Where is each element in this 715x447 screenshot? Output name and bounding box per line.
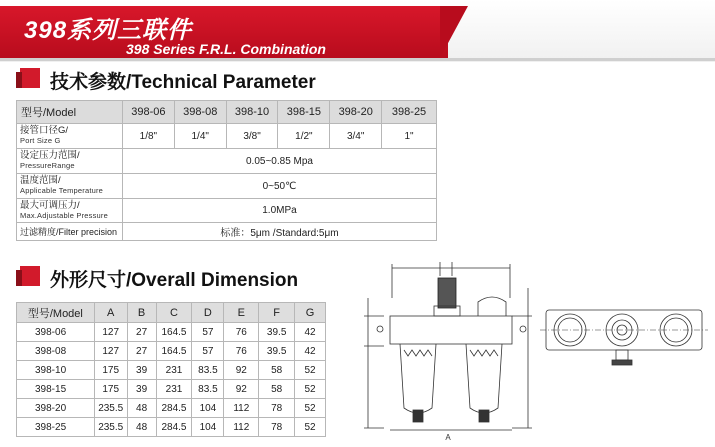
gauge-cap (438, 278, 456, 308)
table-row (17, 323, 326, 342)
banner-slant (440, 6, 468, 58)
dim-value-cell: 92 (224, 361, 259, 380)
port-size-label (17, 124, 123, 149)
dim-value-cell: 52 (295, 380, 326, 399)
dim-value-cell: 231 (156, 361, 192, 380)
dim-model-cell: 398-08 (17, 342, 95, 361)
dim-header-e: E (224, 303, 259, 323)
dim-header-c: C (156, 303, 192, 323)
dim-value-cell: 76 (224, 323, 259, 342)
heading-square-icon (20, 266, 40, 286)
banner-title-cn: 398系列三联件 (24, 17, 193, 44)
temperature-value: 0~50℃ (122, 174, 436, 199)
dim-header-d: D (192, 303, 224, 323)
dim-value-cell: 235.5 (94, 418, 127, 437)
bowl-ribs (404, 350, 432, 356)
regulator-knob (478, 297, 506, 316)
technical-heading-text: 技术参数/Technical Parameter (50, 72, 316, 93)
dim-model-cell: 398-15 (17, 380, 95, 399)
dim-value-cell: 78 (259, 399, 295, 418)
port-size-cell: 1/8" (122, 124, 174, 149)
gauge-foot (612, 360, 632, 365)
table-row (17, 342, 326, 361)
dimension-label-a: A (445, 433, 451, 442)
dim-value-cell: 164.5 (156, 342, 192, 361)
model-cell: 398-06 (122, 101, 174, 124)
dimension-table (16, 302, 326, 437)
port-size-cell: 3/4" (330, 124, 382, 149)
dim-value-cell: 235.5 (94, 399, 127, 418)
port-size-cell: 1/4" (174, 124, 226, 149)
dim-value-cell: 76 (224, 342, 259, 361)
dim-value-cell: 48 (127, 399, 156, 418)
dim-model-cell: 398-06 (17, 323, 95, 342)
bowl-ribs (470, 350, 498, 356)
model-cell: 398-25 (382, 101, 437, 124)
pressure-range-label (17, 149, 123, 174)
port-size-cell: 1" (382, 124, 437, 149)
dim-value-cell: 83.5 (192, 361, 224, 380)
dim-value-cell: 58 (259, 380, 295, 399)
dim-value-cell: 78 (259, 418, 295, 437)
table-row (17, 149, 437, 174)
dim-model-cell: 398-20 (17, 399, 95, 418)
model-cell: 398-20 (330, 101, 382, 124)
port-circle (520, 326, 526, 332)
dim-model-cell: 398-25 (17, 418, 95, 437)
port-size-cell: 3/8" (226, 124, 278, 149)
model-header: 型号/Model (17, 101, 123, 124)
heading-square-icon (20, 68, 40, 88)
dim-value-cell: 127 (94, 323, 127, 342)
max-pressure-value: 1.0MPa (122, 199, 436, 223)
dim-value-cell: 284.5 (156, 418, 192, 437)
table-header-row (17, 303, 326, 323)
banner-shadow (0, 58, 715, 61)
filter-precision-value: 标准：5μm /Standard:5μm (122, 223, 436, 241)
manifold-body (390, 316, 512, 344)
top-view-body (546, 310, 702, 350)
dim-value-cell: 92 (224, 380, 259, 399)
dim-value-cell: 52 (295, 361, 326, 380)
dim-value-cell: 112 (224, 399, 259, 418)
port-circle (377, 326, 383, 332)
dimension-heading-text: 外形尺寸/Overall Dimension (50, 270, 299, 291)
technical-parameter-table (16, 100, 437, 241)
dim-value-cell: 39.5 (259, 342, 295, 361)
dim-value-cell: 112 (224, 418, 259, 437)
table-row (17, 418, 326, 437)
model-cell: 398-10 (226, 101, 278, 124)
table-header-row (17, 101, 437, 124)
pressure-range-label-en: PressureRange (20, 161, 75, 170)
temperature-label (17, 174, 123, 199)
model-cell: 398-15 (278, 101, 330, 124)
port-size-label-cn: 接管口径G/ (20, 125, 69, 136)
dim-value-cell: 27 (127, 342, 156, 361)
dim-value-cell: 164.5 (156, 323, 192, 342)
table-row (17, 174, 437, 199)
table-row (17, 361, 326, 380)
dim-value-cell: 42 (295, 342, 326, 361)
table-row (17, 223, 437, 241)
table-row (17, 199, 437, 223)
front-view-drawing (360, 258, 545, 443)
top-view-drawing (540, 300, 710, 375)
dim-value-cell: 48 (127, 418, 156, 437)
max-pressure-label-en: Max.Adjustable Pressure (20, 210, 108, 220)
pressure-range-label-cn: 设定压力范围/ (20, 150, 80, 161)
dim-value-cell: 58 (259, 361, 295, 380)
drain-valve (479, 410, 489, 422)
dim-header-b: B (127, 303, 156, 323)
dim-value-cell: 104 (192, 418, 224, 437)
dim-value-cell: 52 (295, 418, 326, 437)
dim-value-cell: 104 (192, 399, 224, 418)
temperature-label-en: Applicable Temperature (20, 186, 104, 195)
dim-value-cell: 231 (156, 380, 192, 399)
dim-header-f: F (259, 303, 295, 323)
dim-value-cell: 83.5 (192, 380, 224, 399)
table-row (17, 124, 437, 149)
dimension-table-body (17, 323, 326, 437)
dim-value-cell: 39.5 (259, 323, 295, 342)
dim-model-cell: 398-10 (17, 361, 95, 380)
header-banner (0, 0, 715, 62)
banner-title-en: 398 Series F.R.L. Combination (126, 41, 326, 57)
dim-header-a: A (94, 303, 127, 323)
dim-value-cell: 57 (192, 342, 224, 361)
drain-valve (413, 410, 423, 422)
dim-value-cell: 57 (192, 323, 224, 342)
dim-value-cell: 42 (295, 323, 326, 342)
dim-value-cell: 39 (127, 380, 156, 399)
dim-value-cell: 39 (127, 361, 156, 380)
dim-value-cell: 52 (295, 399, 326, 418)
max-pressure-label (17, 199, 123, 223)
dim-value-cell: 175 (94, 361, 127, 380)
port-size-label-en: Port Size G (20, 136, 61, 145)
port-size-cell: 1/2" (278, 124, 330, 149)
filter-precision-label: 过滤精度/Filter precision (17, 223, 123, 241)
pressure-range-value: 0.05~0.85 Mpa (122, 149, 436, 174)
max-pressure-label-cn: 最大可调压力/ (20, 199, 80, 211)
table-row (17, 380, 326, 399)
dim-header-model: 型号/Model (17, 303, 95, 323)
gauge-stem (616, 350, 628, 360)
model-cell: 398-08 (174, 101, 226, 124)
table-row (17, 399, 326, 418)
temperature-label-cn: 温度范围/ (20, 175, 61, 186)
dim-value-cell: 127 (94, 342, 127, 361)
dim-value-cell: 175 (94, 380, 127, 399)
dim-header-g: G (295, 303, 326, 323)
dim-value-cell: 284.5 (156, 399, 192, 418)
dim-value-cell: 27 (127, 323, 156, 342)
